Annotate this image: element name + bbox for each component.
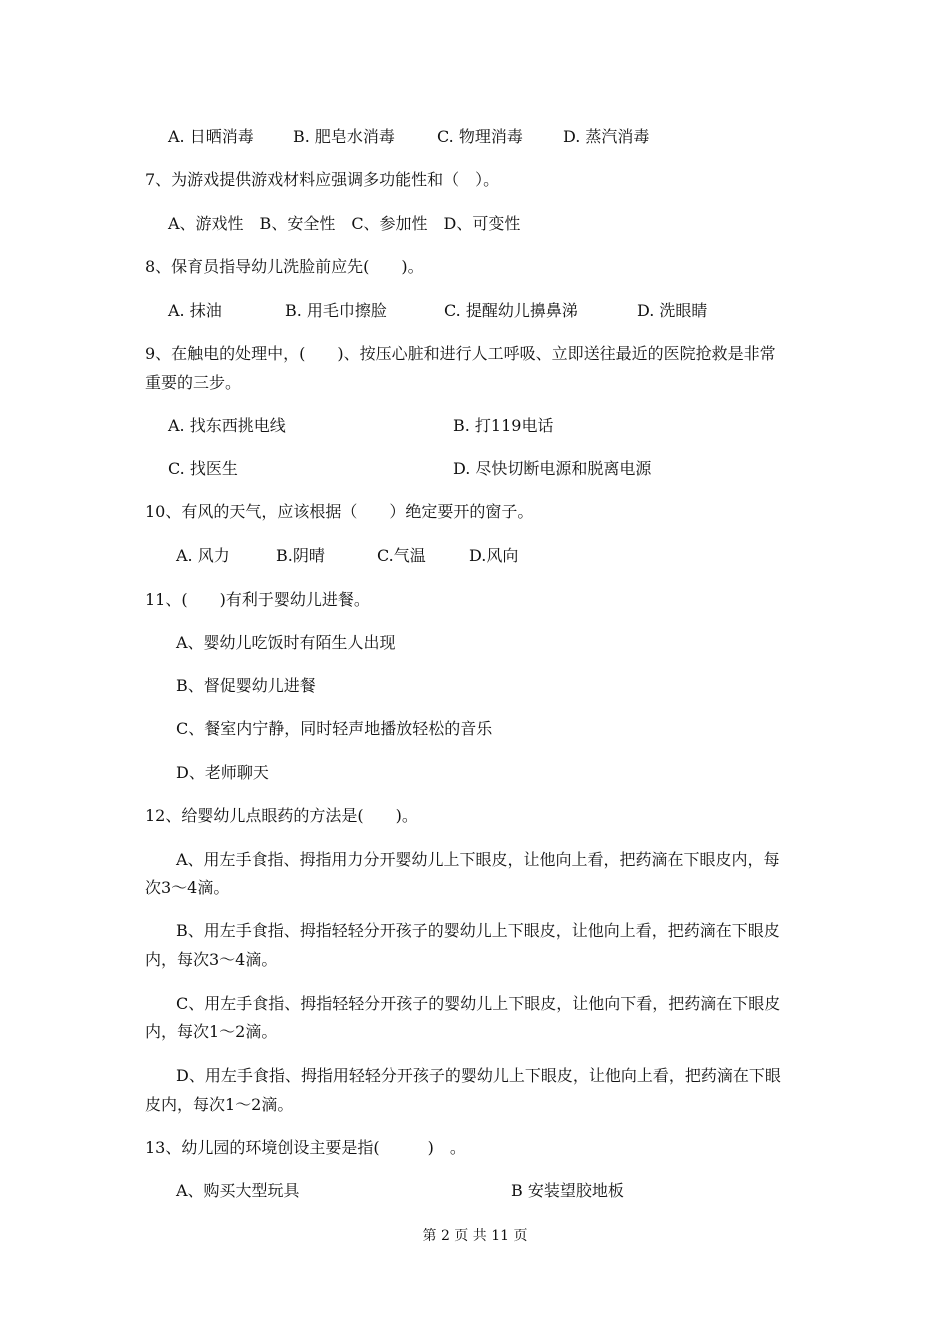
q6-option-c: C. 物理消毒 <box>437 127 523 146</box>
q11-option-a: A、婴幼儿吃饭时有陌生人出现 <box>176 633 396 652</box>
q11-option-c: C、餐室内宁静，同时轻声地播放轻松的音乐 <box>176 719 493 738</box>
question-7-options: A、游戏性 B、安全性 C、参加性 D、可变性 <box>168 214 521 233</box>
q12-option-d-line2: 皮内，每次1～2滴。 <box>145 1095 294 1114</box>
q13-option-b: B 安装望胶地板 <box>511 1181 624 1200</box>
question-10-stem: 10、有风的天气，应该根据（ ）绝定要开的窗子。 <box>145 502 534 521</box>
q8-option-c: C. 提醒幼儿擤鼻涕 <box>444 301 578 320</box>
q6-option-a: A. 日晒消毒 <box>168 127 254 146</box>
q9-option-a: A. 找东西挑电线 <box>168 416 286 435</box>
q12-option-d-line1: D、用左手食指、拇指用轻轻分开孩子的婴幼儿上下眼皮，让他向上看，把药滴在下眼 <box>176 1066 781 1085</box>
q9-option-c: C. 找医生 <box>168 459 238 478</box>
q9-option-d: D. 尽快切断电源和脱离电源 <box>453 459 652 478</box>
q11-option-d: D、老师聊天 <box>176 763 269 782</box>
q6-option-d: D. 蒸汽消毒 <box>563 127 650 146</box>
q10-option-a: A. 风力 <box>176 546 230 565</box>
q6-option-b: B. 肥皂水消毒 <box>293 127 395 146</box>
question-7-stem: 7、为游戏提供游戏材料应强调多功能性和（ ）。 <box>145 170 500 189</box>
question-12-stem: 12、给婴幼儿点眼药的方法是( )。 <box>145 806 418 825</box>
q10-option-b: B.阴晴 <box>276 546 325 565</box>
question-9-stem-line1: 9、在触电的处理中，( )、按压心脏和进行人工呼吸、立即送往最近的医院抢救是非常 <box>145 344 776 363</box>
q12-option-c-line1: C、用左手食指、拇指轻轻分开孩子的婴幼儿上下眼皮，让他向下看，把药滴在下眼皮 <box>176 994 781 1013</box>
question-13-stem: 13、幼儿园的环境创设主要是指( ) 。 <box>145 1138 466 1157</box>
question-8-stem: 8、保育员指导幼儿洗脸前应先( )。 <box>145 257 424 276</box>
q13-option-a: A、购买大型玩具 <box>176 1181 300 1200</box>
q10-option-c: C.气温 <box>377 546 426 565</box>
q9-option-b: B. 打119电话 <box>453 416 554 435</box>
q12-option-c-line2: 内，每次1～2滴。 <box>145 1022 278 1041</box>
q8-option-d: D. 洗眼睛 <box>637 301 708 320</box>
q12-option-b-line1: B、用左手食指、拇指轻轻分开孩子的婴幼儿上下眼皮，让他向上看，把药滴在下眼皮 <box>176 921 780 940</box>
q10-option-d: D.风向 <box>469 546 519 565</box>
q8-option-b: B. 用毛巾擦脸 <box>285 301 387 320</box>
q12-option-a-line1: A、用左手食指、拇指用力分开婴幼儿上下眼皮，让他向上看，把药滴在下眼皮内，每 <box>176 850 780 869</box>
q12-option-b-line2: 内，每次3～4滴。 <box>145 950 278 969</box>
q12-option-a-line2: 次3～4滴。 <box>145 878 230 897</box>
q8-option-a: A. 抹油 <box>168 301 222 320</box>
page-footer: 第 2 页 共 11 页 <box>422 1228 528 1244</box>
q11-option-b: B、督促婴幼儿进餐 <box>176 676 316 695</box>
question-9-stem-line2: 重要的三步。 <box>145 373 242 392</box>
question-11-stem: 11、( )有利于婴幼儿进餐。 <box>145 590 370 609</box>
